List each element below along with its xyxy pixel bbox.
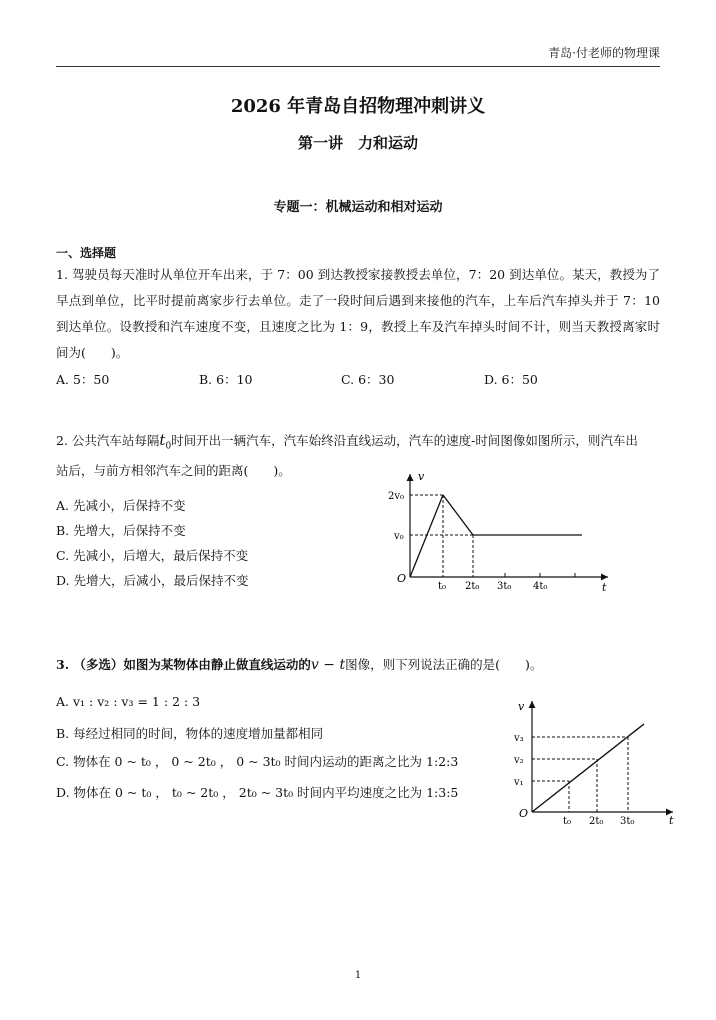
q3-stem-var: v − t [310, 657, 346, 673]
q2-option-d: D. 先增大，后减小，最后保持不变 [56, 573, 249, 588]
q3-option-b: B. 每经过相同的时间，物体的速度增加量都相同 [56, 726, 324, 741]
q2-stem-a: 2. 公共汽车站每隔 [56, 433, 160, 448]
q2-axis-y-label: v [418, 470, 425, 483]
q3-option-c: C. 物体在 0 ~ t₀ ， 0 ~ 2t₀ ， 0 ~ 3t₀ 时间内运动的距离之比为 1:2:3 [56, 754, 459, 769]
q1-option-b: B. 6：10 [199, 372, 253, 387]
q3-y-label-v1: v₁ [514, 777, 524, 788]
q2-axis-x-label: t [602, 581, 607, 594]
q3-stem-b: 图像，则下列说法正确的是( )。 [345, 657, 543, 672]
q3-y-label-v2: v₂ [514, 755, 524, 766]
q3-axis-y-label: v [518, 700, 525, 713]
q2-x-label-2t0: 2t₀ [465, 581, 480, 592]
header-right-text: 青岛·付老师的物理课 [548, 46, 660, 60]
doc-title: 2026 年青岛自招物理冲刺讲义 [230, 96, 486, 117]
q3-option-d: D. 物体在 0 ~ t₀ ， t₀ ~ 2t₀ ， 2t₀ ~ 3t₀ 时间内平均速度之比为 1:3:5 [56, 785, 459, 800]
q2-stem-b: 时间开出一辆汽车，汽车始终沿直线运动，汽车的速度-时间图像如图所示，则汽车出 [171, 433, 638, 448]
q3-stem [56, 655, 542, 673]
q2-option-a: A. 先减小，后保持不变 [56, 498, 186, 513]
q1-option-a: A. 5：50 [56, 372, 110, 387]
q3-option-a: A. v₁ : v₂ : v₃ = 1 : 2 : 3 [56, 694, 201, 709]
q2-stem-line2: 站后，与前方相邻汽车之间的距离( )。 [56, 463, 291, 478]
q2-stem-line1 [56, 431, 638, 452]
q2-decel-line [443, 495, 473, 535]
q2-accel-line [410, 495, 443, 577]
q2-x-label-3t0: 3t₀ [497, 581, 512, 592]
q3-origin-label: O [519, 807, 529, 820]
q2-option-b: B. 先增大，后保持不变 [56, 523, 186, 538]
page-number: 1 [354, 970, 362, 981]
q3-x-label-t0: t₀ [563, 816, 572, 827]
header-rule [56, 66, 660, 67]
topic-heading: 专题一：机械运动和相对运动 [273, 200, 443, 215]
q1-text: 1. 驾驶员每天准时从单位开车出来，于 7：00 到达教授家接教授去单位，7：20 到达单位。某天，教授为了早点到单位，比平时提前离家步行去单位。走了一段时间后遇到来接他的汽车，上车后汽车掉头并于 7：10 到达单位。设教授和汽车速度不变，且速度之比为 1：9，教授上车及汽车掉头时间不计，则当天教授离家时间为( )。 [56, 267, 660, 360]
q2-vt-graph [370, 460, 620, 595]
q2-x-label-4t0: 4t₀ [533, 581, 548, 592]
q3-stem-a: 3. （多选）如图为某物体由静止做直线运动的 [56, 657, 311, 672]
q2-y-label-v0: v₀ [394, 531, 404, 542]
doc-subtitle: 第一讲 力和运动 [297, 134, 418, 152]
q3-axis-x-label: t [669, 814, 674, 827]
q2-y-label-2v0: 2v₀ [388, 491, 405, 502]
q2-origin-label: O [397, 572, 407, 585]
q2-option-c: C. 先减小，后增大，最后保持不变 [56, 548, 249, 563]
q3-vt-graph [498, 693, 683, 833]
q3-x-label-2t0: 2t₀ [589, 816, 604, 827]
section-heading: 一、选择题 [56, 246, 117, 260]
q2-stem-sub: 0 [165, 441, 172, 452]
q2-x-label-t0: t₀ [438, 581, 447, 592]
q2-stem-var: t [159, 431, 166, 449]
q3-x-label-3t0: 3t₀ [620, 816, 635, 827]
q1-option-d: D. 6：50 [484, 372, 538, 387]
q1-option-c: C. 6：30 [341, 372, 395, 387]
q3-y-label-v3: v₃ [514, 733, 524, 744]
